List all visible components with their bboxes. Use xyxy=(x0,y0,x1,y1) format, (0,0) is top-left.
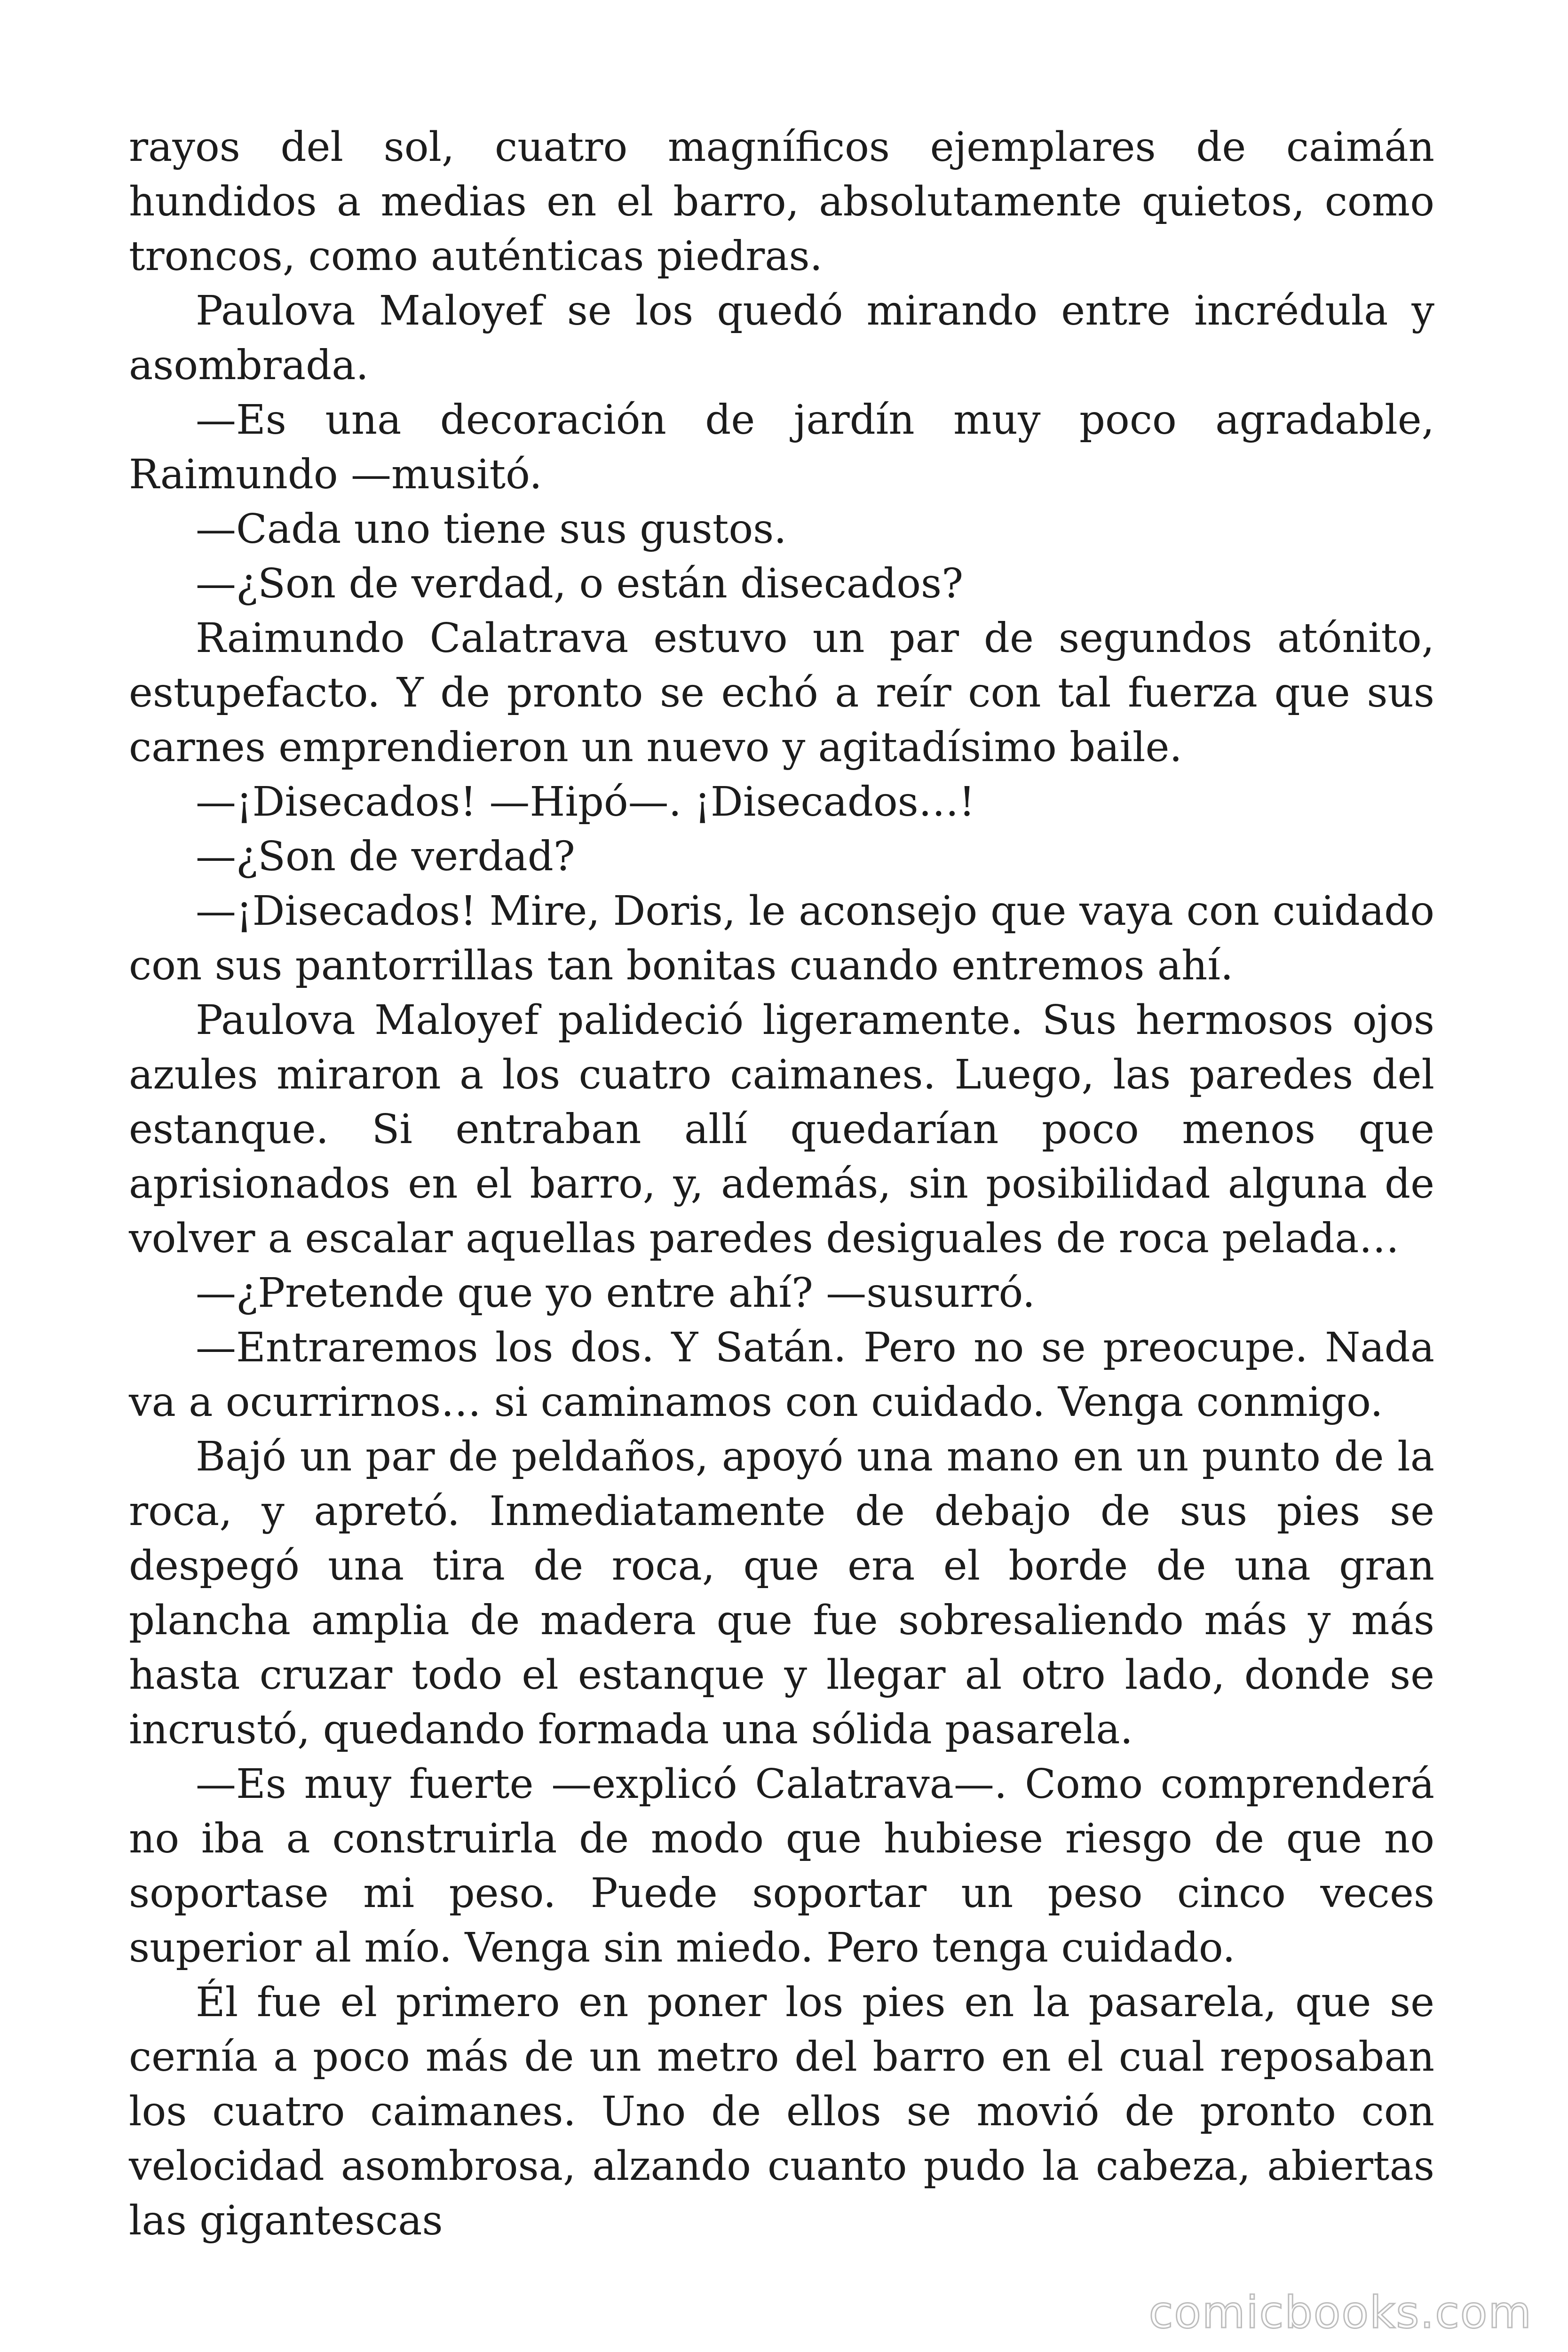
paragraph: Bajó un par de peldaños, apoyó una mano en un punto de la roca, y apretó. Inmediatamente de debajo de sus pies se despegó una tira de roca, que era el borde de una gran plancha amplia de madera que fue sobresaliendo más y más hasta cruzar todo el estanque y llegar al otro lado, donde se incrustó, quedando formada una sólida pasarela. xyxy=(129,1433,1434,1753)
paragraph-continuation: rayos del sol, cuatro magníficos ejemplares de caimán hundidos a medias en el barro, absolutamente quietos, como troncos, como auténticas piedras. xyxy=(129,124,1434,280)
dialogue-paragraph: —¿Son de verdad, o están disecados? xyxy=(196,560,964,607)
dialogue-paragraph: —¿Pretende que yo entre ahí? —susurró. xyxy=(196,1270,1036,1317)
paragraph: Paulova Maloyef se los quedó mirando entre incrédula y asombrada. xyxy=(129,287,1434,389)
dialogue-paragraph: —Es una decoración de jardín muy poco agradable, Raimundo —musitó. xyxy=(129,397,1434,498)
dialogue-paragraph: —Cada uno tiene sus gustos. xyxy=(196,506,787,553)
watermark: comicbooks.com xyxy=(1148,2287,1532,2338)
dialogue-paragraph: —Es muy fuerte —explicó Calatrava—. Como comprenderá no iba a construirla de modo que hubiese riesgo de que no soportase mi peso. Puede soportar un peso cinco veces superior al mío. Venga sin miedo. Pero tenga cuidado. xyxy=(129,1761,1434,1971)
book-page-text xyxy=(129,120,1434,2248)
dialogue-paragraph: —¿Son de verdad? xyxy=(196,833,575,880)
paragraph: Paulova Maloyef palideció ligeramente. Sus hermosos ojos azules miraron a los cuatro caimanes. Luego, las paredes del estanque. Si entraban allí quedarían poco menos que aprisionados en el barro, y, además, sin posibilidad alguna de volver a escalar aquellas paredes desiguales de roca pelada… xyxy=(129,997,1434,1262)
paragraph: Él fue el primero en poner los pies en la pasarela, que se cernía a poco más de un metro del barro en el cual reposaban los cuatro caimanes. Uno de ellos se movió de pronto con velocidad asombrosa, alzando cuanto pudo la cabeza, abiertas las gigantescas xyxy=(129,1979,1434,2244)
dialogue-paragraph: —¡Disecados! —Hipó—. ¡Disecados…! xyxy=(196,779,975,826)
paragraph: Raimundo Calatrava estuvo un par de segundos atónito, estupefacto. Y de pronto se echó a reír con tal fuerza que sus carnes emprendieron un nuevo y agitadísimo baile. xyxy=(129,615,1434,771)
dialogue-paragraph: —Entraremos los dos. Y Satán. Pero no se preocupe. Nada va a ocurrirnos… si caminamos con cuidado. Venga conmigo. xyxy=(129,1324,1434,1426)
dialogue-paragraph: —¡Disecados! Mire, Doris, le aconsejo que vaya con cuidado con sus pantorrillas tan bonitas cuando entremos ahí. xyxy=(129,888,1434,989)
